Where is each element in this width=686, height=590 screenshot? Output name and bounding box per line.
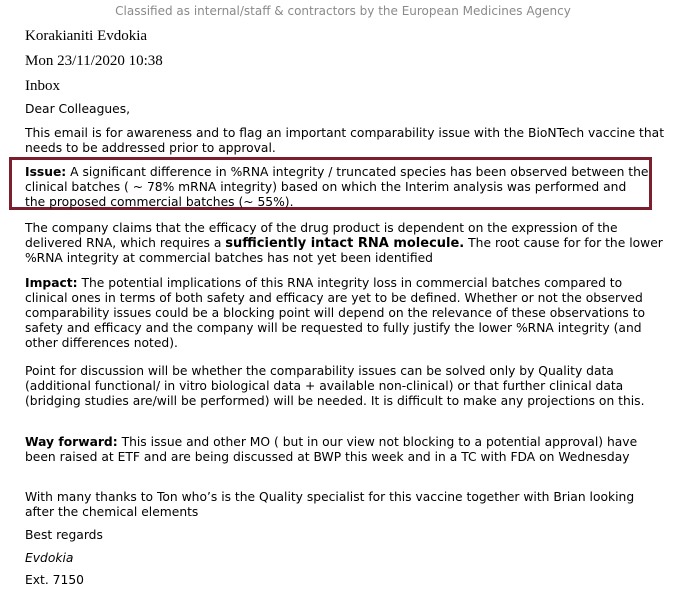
folder-label: Inbox [25, 78, 60, 94]
discussion-paragraph: Point for discussion will be whether the comparability issues can be solved only by Quality data (additional functional/ in vitro biological data + available non-clinical) or that further clinical data (bridging studies are/will be performed) will be needed. It is difficult to make any projections on this. [25, 364, 645, 408]
intro-paragraph: This email is for awareness and to flag an important comparability issue with the BioNTech vaccine that needs to be addressed prior to approval. [25, 126, 665, 155]
claim-bold: sufficiently intact RNA molecule. [225, 236, 465, 251]
issue-label: Issue: [25, 165, 67, 179]
way-forward-label: Way forward: [25, 435, 118, 449]
way-forward-text: This issue and other MO ( but in our view not blocking to a potential approval) have been raised at ETF and are being discussed at BWP this week and in a TC with FDA on Wednesday [25, 435, 638, 464]
closing: Best regards [25, 528, 103, 542]
sent-datetime: Mon 23/11/2020 10:38 [25, 53, 163, 69]
signature: Evdokia [25, 551, 74, 565]
claim-text-1: The company claims that the efficacy of the drug product is dependent on the expression of the delivered RNA, which requires a [25, 221, 618, 250]
impact-paragraph [25, 276, 665, 351]
issue-text: A significant difference in %RNA integrity / truncated species has been observed between the clinical batches ( ~ 78% mRNA integrity) based on which the Interim analysis was performed and the proposed commercial batches (~ 55%). [25, 165, 649, 209]
claim-paragraph [25, 221, 665, 266]
extension: Ext. 7150 [25, 573, 84, 587]
impact-label: Impact: [25, 276, 78, 290]
thanks-paragraph: With many thanks to Ton who’s is the Quality specialist for this vaccine together with Brian looking after the chemical elements [25, 490, 635, 519]
issue-paragraph [25, 165, 650, 210]
greeting: Dear Colleagues, [25, 102, 131, 116]
impact-text: The potential implications of this RNA integrity loss in commercial batches compared to clinical ones in terms of both safety and efficacy are yet to be defined. Whether or not the observed comparability issues could be a blocking point will depend on the relevance of these observations to safety and efficacy and the company will be requested to fully justify the lower %RNA integrity (and other differences noted). [25, 276, 646, 350]
sender-name: Korakianiti Evdokia [25, 28, 148, 44]
way-forward-paragraph [25, 435, 665, 465]
claim-text-2: The root cause for for the lower %RNA integrity at commercial batches has not yet been identified [25, 236, 663, 265]
classification-banner: Classified as internal/staff & contractors by the European Medicines Agency [115, 4, 571, 18]
